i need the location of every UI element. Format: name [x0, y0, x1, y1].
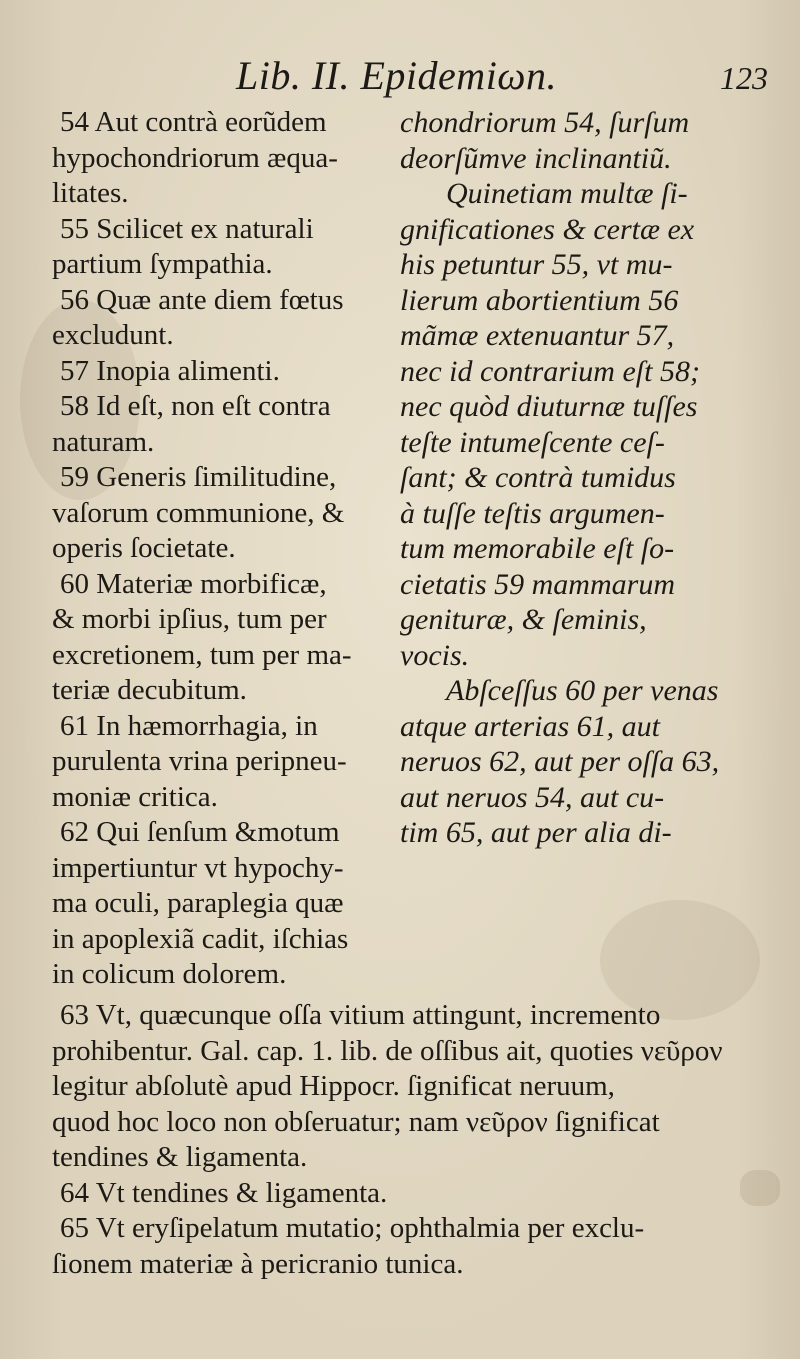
text-line: tum memorabile eſt ſo-: [400, 532, 675, 565]
page-number: 123: [720, 60, 768, 96]
text-line: chondriorum 54, ſurſum: [400, 106, 690, 139]
text-line: neruos 62, aut per oſſa 63,: [400, 745, 720, 778]
left-column-notes: [52, 105, 384, 993]
note-line: 54 Aut contrà eorũdem: [60, 106, 327, 138]
text-line: atque arterias 61, aut: [400, 709, 660, 743]
note-line: partium ſympathia.: [52, 248, 273, 280]
text-line: his petuntur 55, vt mu-: [400, 248, 673, 281]
note-line: in colicum dolorem.: [52, 958, 287, 990]
text-line: genituræ, & ſeminis,: [400, 603, 647, 636]
note-line: prohibentur. Gal. cap. 1. lib. de oſſibus ait, quoties νεῦρον: [52, 1034, 723, 1067]
full-width-notes: [52, 998, 782, 1282]
note-line: 61 In hæmorrhagia, in: [60, 709, 318, 742]
text-line: teſte intumeſcente ceſ-: [400, 425, 665, 459]
note-line: 65 Vt eryſipelatum mutatio; ophthalmia per exclu-: [60, 1212, 645, 1244]
note-line: & morbi ipſius, tum per: [52, 603, 327, 635]
text-line: mãmæ extenuantur 57,: [400, 319, 675, 352]
note-line: teriæ decubitum.: [52, 674, 247, 706]
text-line: nec quòd diuturnæ tuſſes: [400, 390, 698, 423]
running-head: Lib. II. Epidemiωn.: [236, 53, 558, 98]
right-column-text: [400, 105, 772, 851]
note-line: vaſorum communione, &: [52, 496, 345, 529]
note-line: 58 Id eſt, non eſt contra: [60, 390, 331, 422]
note-line: purulenta vrina peripneu-: [52, 745, 347, 777]
note-line: operis ſocietate.: [52, 532, 236, 564]
note-line: litates.: [52, 177, 129, 209]
note-line: 55 Scilicet ex naturali: [60, 212, 314, 245]
note-line: 59 Generis ſimilitudine,: [60, 461, 337, 493]
note-line: 57 Inopia alimenti.: [60, 354, 280, 387]
text-line: tim 65, aut per alia di-: [400, 816, 672, 849]
note-line: tendines & ligamenta.: [52, 1141, 308, 1173]
note-line: quod hoc loco non obſeruatur; nam νεῦρον ſignificat: [52, 1105, 660, 1138]
text-line: nec id contrarium eſt 58;: [400, 354, 700, 388]
text-line: deorſũmve inclinantiũ.: [400, 141, 672, 175]
note-line: excludunt.: [52, 319, 174, 351]
text-line: cietatis 59 mammarum: [400, 567, 675, 601]
text-line: lierum abortientium 56: [400, 283, 679, 317]
text-line: gnificationes & certæ ex: [400, 212, 695, 246]
page-header: [0, 52, 800, 102]
note-line: 60 Materiæ morbificæ,: [60, 567, 327, 600]
note-line: excretionem, tum per ma-: [52, 638, 352, 671]
text-line: Quinetiam multæ ſi-: [446, 177, 688, 210]
note-line: ſionem materiæ à pericranio tunica.: [52, 1247, 464, 1280]
note-line: moniæ critica.: [52, 780, 218, 813]
note-line: ma oculi, paraplegia quæ: [52, 887, 344, 919]
note-line: impertiuntur vt hypochy-: [52, 851, 344, 884]
note-line: in apoplexiã cadit, iſchias: [52, 922, 349, 955]
note-line: 62 Qui ſenſum &motum: [60, 816, 340, 848]
text-line: aut neruos 54, aut cu-: [400, 780, 665, 814]
text-line: vocis.: [400, 638, 470, 672]
note-line: 64 Vt tendines & ligamenta.: [60, 1176, 388, 1209]
text-line: à tuſſe teſtis argumen-: [400, 496, 665, 530]
note-line: hypochondriorum æqua-: [52, 141, 338, 174]
text-line: ſant; & contrà tumidus: [400, 461, 676, 494]
note-line: 63 Vt, quæcunque oſſa vitium attingunt, incremento: [60, 999, 661, 1031]
note-line: legitur abſolutè apud Hippocr. ſignificat neruum,: [52, 1070, 615, 1102]
note-line: 56 Quæ ante diem fœtus: [60, 283, 344, 316]
note-line: naturam.: [52, 425, 155, 458]
text-line: Abſceſſus 60 per venas: [446, 674, 719, 707]
